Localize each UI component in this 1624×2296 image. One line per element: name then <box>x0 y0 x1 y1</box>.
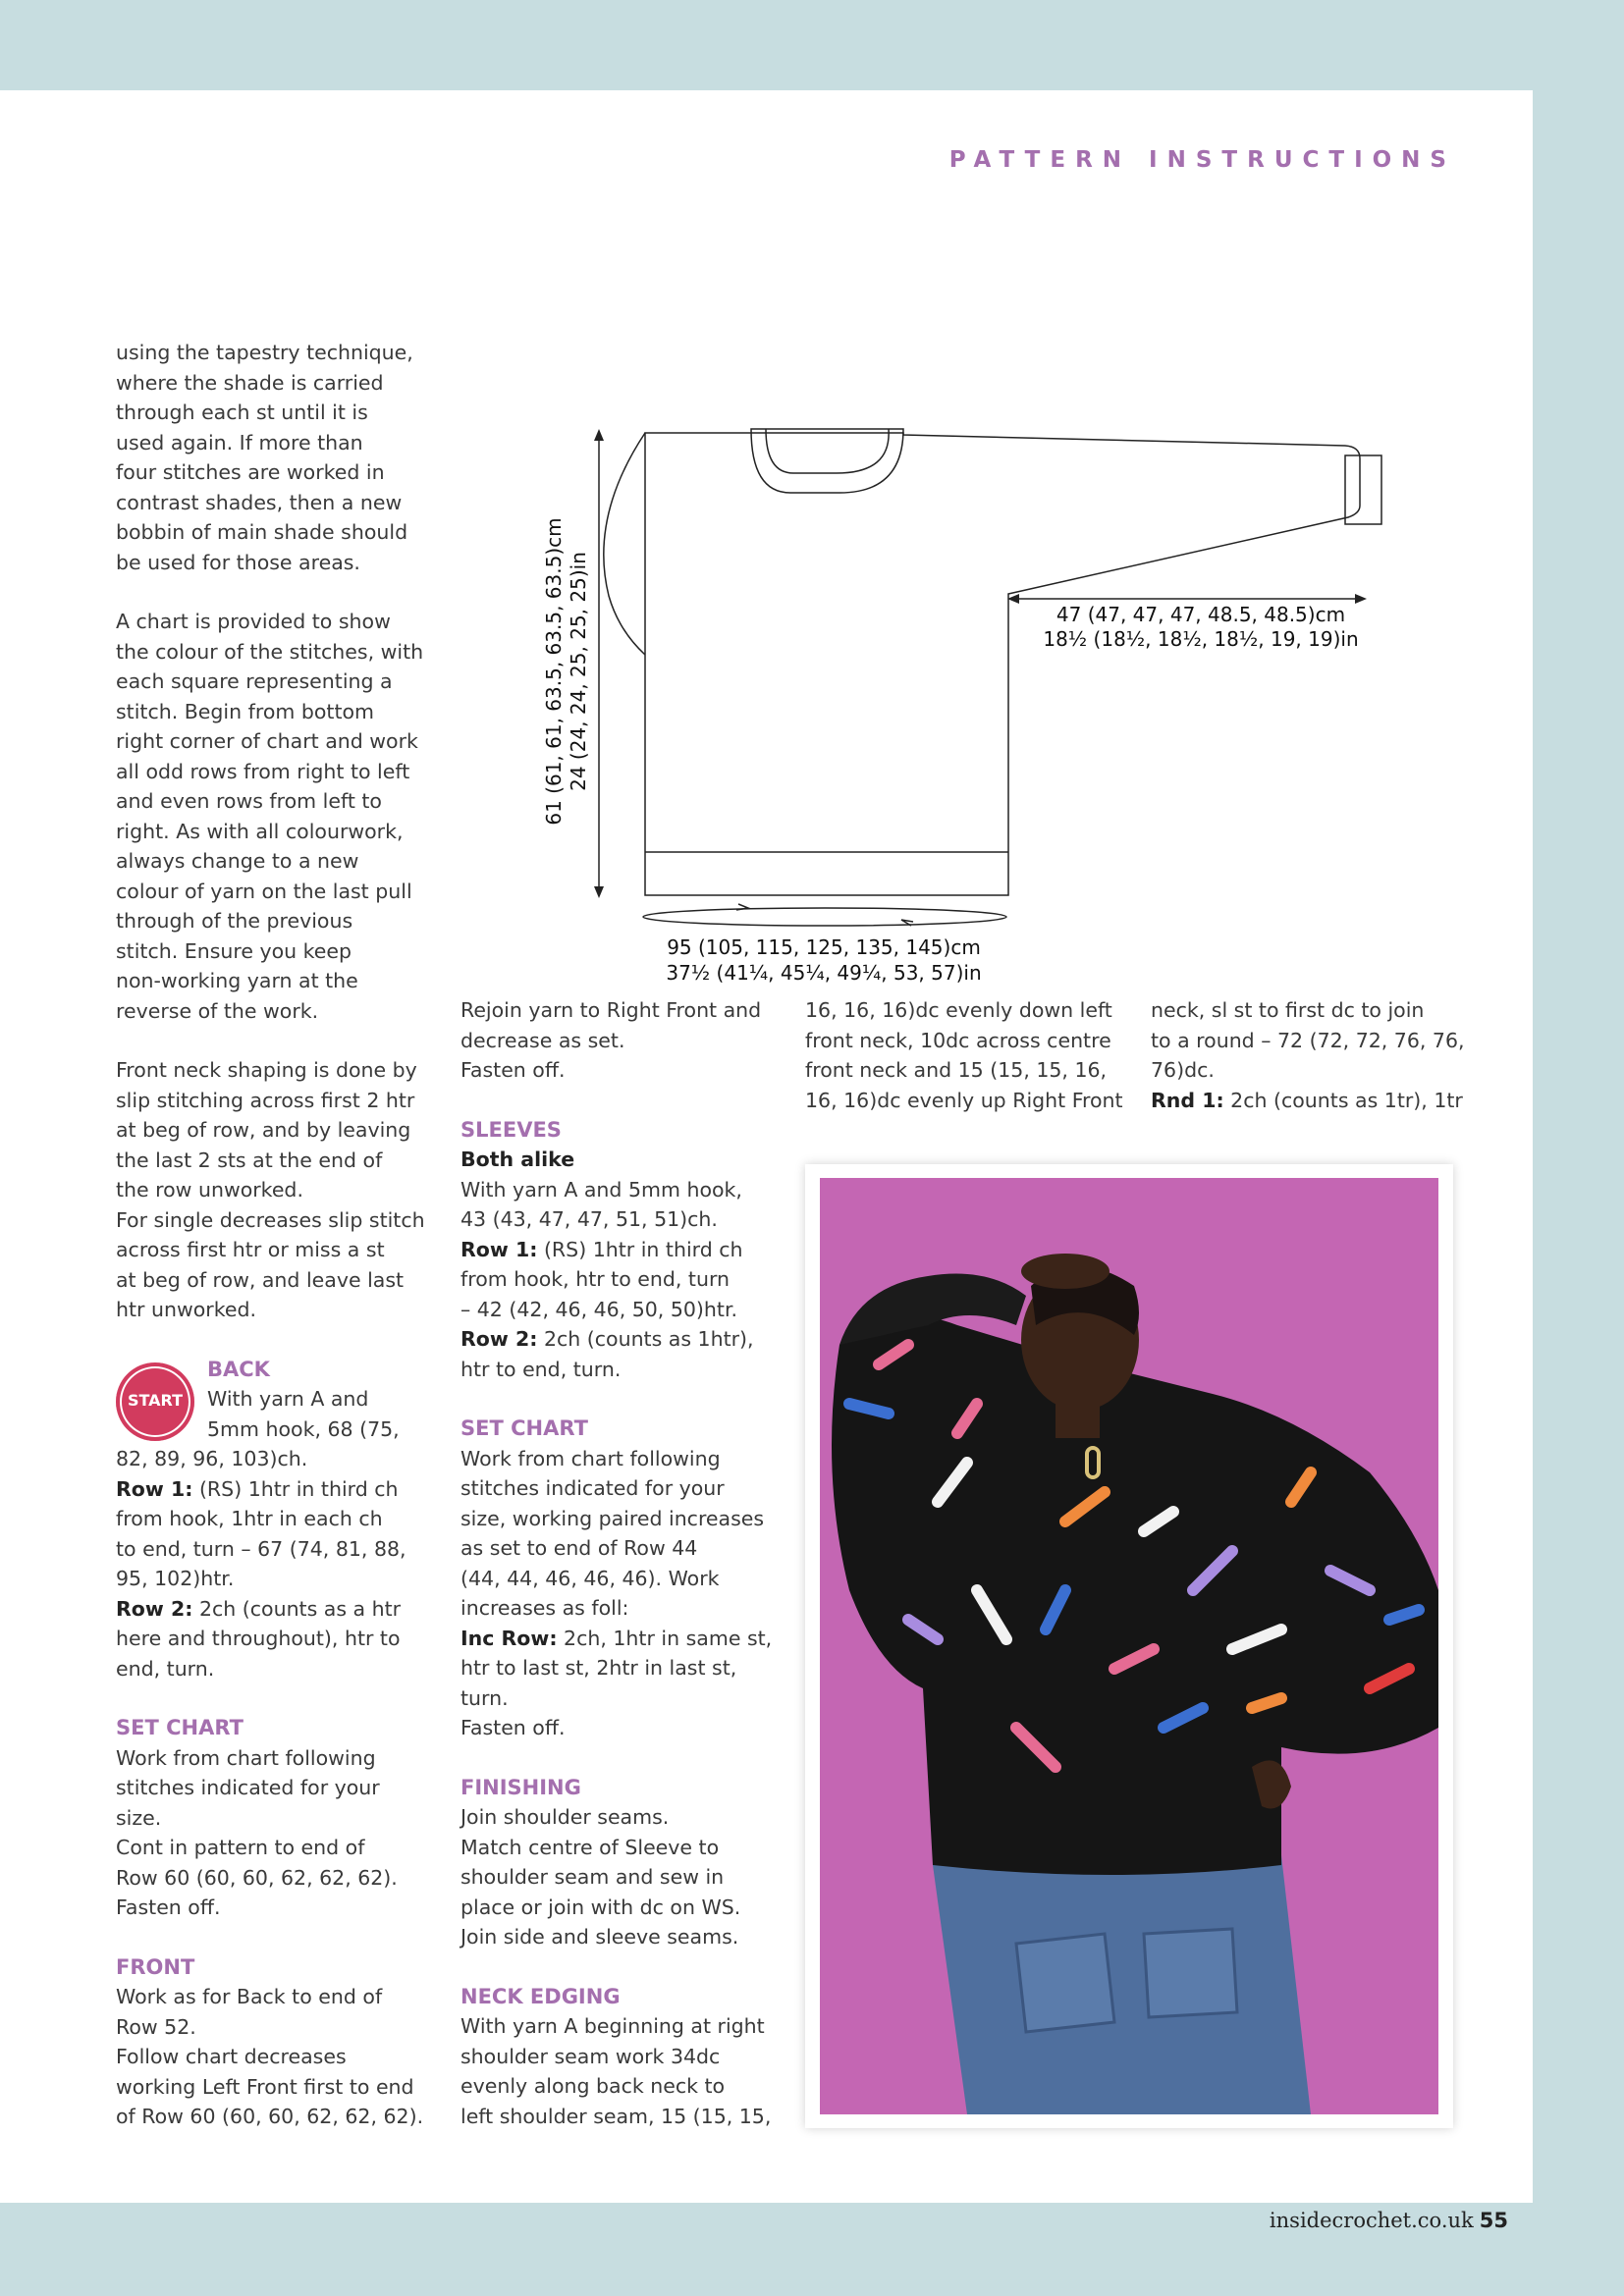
column-4: neck, sl st to first dc to join to a round – 72 (72, 72, 76, 76, 76)dc. Rnd 1: 2ch (counts as 1tr), 1tr <box>1151 998 1465 1112</box>
schematic-body-outline <box>645 433 1360 895</box>
page-number: 55 <box>1479 2209 1508 2232</box>
sleeve-cm-label: 47 (47, 47, 47, 48.5, 48.5)cm <box>1056 603 1346 626</box>
chart-paragraph: A chart is provided to show the colour of the stitches, with each square representing a stitch. Begin from bottom right corner of chart and work all odd rows from right to left and even rows from left to right. As with all colourwork, always change to a new colour of yarn on the last pull through of the previous stitch. Ensure you keep non-working yarn at the reverse of the work. <box>116 610 424 1023</box>
width-cm-label: 95 (105, 115, 125, 135, 145)cm <box>667 935 981 959</box>
model-photo <box>805 1164 1453 2128</box>
footer-site: insidecrochet.co.uk <box>1269 2209 1474 2232</box>
neck-edging-heading: NECK EDGING <box>460 1984 621 2008</box>
height-cm-label: 61 (61, 61, 63.5, 63.5, 63.5)cm <box>542 517 566 826</box>
page-footer <box>1270 2209 1508 2232</box>
page <box>0 90 1533 2203</box>
column-2: Rejoin yarn to Right Front and decrease as set. Fasten off. SLEEVES Both alike With yarn A and 5mm hook, 43 (43, 47, 47, 51, 51)ch. Row 1: (RS) 1htr in third ch from hook, htr to end, turn – 42 (42, 46, 46, 50, 50)htr. Row 2: 2ch (counts as 1htr), htr to end, turn. SET CHART Work from chart following stitches indicated for your size, working paired increases as set to end of Row 44 (44, 44, 46, 46, 46). Work increases as foll: Inc Row: 2ch, 1htr in same st, htr to last st, 2htr in last st, turn. Fasten off. FINISHING Join shoulder seams. Match centre of Sleeve to shoulder seam and sew in place or join with dc on WS. Join side and sleeve seams. NECK EDGING With yarn A beginning at right shoulder seam work 34dc evenly along back neck to left shoulder seam, 15 (15, 15, <box>460 995 785 2131</box>
schematic-neck <box>751 429 903 493</box>
both-alike-subheading: Both alike <box>460 1148 575 1171</box>
sleeve-in-label: 18½ (18½, 18½, 18½, 19, 19)in <box>1043 627 1359 651</box>
front-heading: FRONT <box>116 1954 195 1979</box>
back-section: START BACK With yarn A and 5mm hook, 68 (75, 82, 89, 96, 103)ch. Row 1: (RS) 1htr in third ch from hook, 1htr in each ch to end, turn – 67 (74, 81, 88, 95, 102)htr. Row 2: 2ch (counts as a htr here and throughout), htr to end, turn. <box>116 1357 406 1681</box>
column-3: 16, 16, 16)dc evenly down left front neck, 10dc across centre front neck and 15 (15, 15, 16, 16, 16)dc evenly up Right Front <box>805 998 1123 1112</box>
page-header: PATTERN INSTRUCTIONS <box>948 147 1456 173</box>
height-in-label: 24 (24, 24, 25, 25, 25)in <box>567 552 590 791</box>
sleeve-set-chart-heading: SET CHART <box>460 1416 588 1440</box>
sleeves-heading: SLEEVES <box>460 1117 562 1142</box>
intro-paragraph: using the tapestry technique, where the shade is carried through each st until it is used again. If more than four stitches are worked in contrast shades, then a new bobbin of main shade should be used for those areas. <box>116 341 413 574</box>
model-photo-image <box>820 1178 1438 2114</box>
width-in-label: 37½ (41¼, 45¼, 49¼, 53, 57)in <box>666 961 982 985</box>
back-heading: BACK <box>207 1357 270 1381</box>
neck-shaping-paragraph: Front neck shaping is done by slip stitching across first 2 htr at beg of row, and by leaving the last 2 sts at the end of the row unworked. For single decreases slip stitch across first htr or miss a st at beg of row, and leave last htr unworked. <box>116 1058 425 1321</box>
set-chart-heading: SET CHART <box>116 1716 244 1739</box>
column-1: using the tapestry technique, where the shade is carried through each st until it is used again. If more than four stitches are worked in contrast shades, then a new bobbin of main shade should be used for those areas. A chart is provided to show the colour of the stitches, with each square representing a stitch. Begin from bottom right corner of chart and work all odd rows from right to left and even rows from left to right. As with all colourwork, always change to a new colour of yarn on the last pull through of the previous stitch. Ensure you keep non-working yarn at the reverse of the work. Front neck shaping is done by slip stitching across first 2 htr at beg of row, and by leaving the last 2 sts at the end of the row unworked. For single decreases slip stitch across first htr or miss a st at beg of row, and leave last htr unworked. START BACK With yarn A and 5mm hook, 68 (75, 82, 89, 96, 103)ch. Row 1: (RS) 1htr in third ch from hook, 1htr in each ch to end, turn – 67 (74, 81, 88, 95, 102)htr. Row 2: 2ch (counts as a htr here and throughout), htr to end, turn. SET CHART Work from chart following stitches indicated for your size. Cont in pattern to end of Row 60 (60, 60, 62, 62, 62). Fasten off. FRONT Work as for Back to end of Row 52. Follow chart decreases working Left Front first to end of Row 60 (60, 60, 62, 62, 62). <box>116 338 430 2132</box>
sweater-schematic <box>530 419 1394 998</box>
schematic-back-curve <box>604 433 645 655</box>
finishing-heading: FINISHING <box>460 1775 581 1799</box>
start-badge: START <box>116 1362 194 1441</box>
